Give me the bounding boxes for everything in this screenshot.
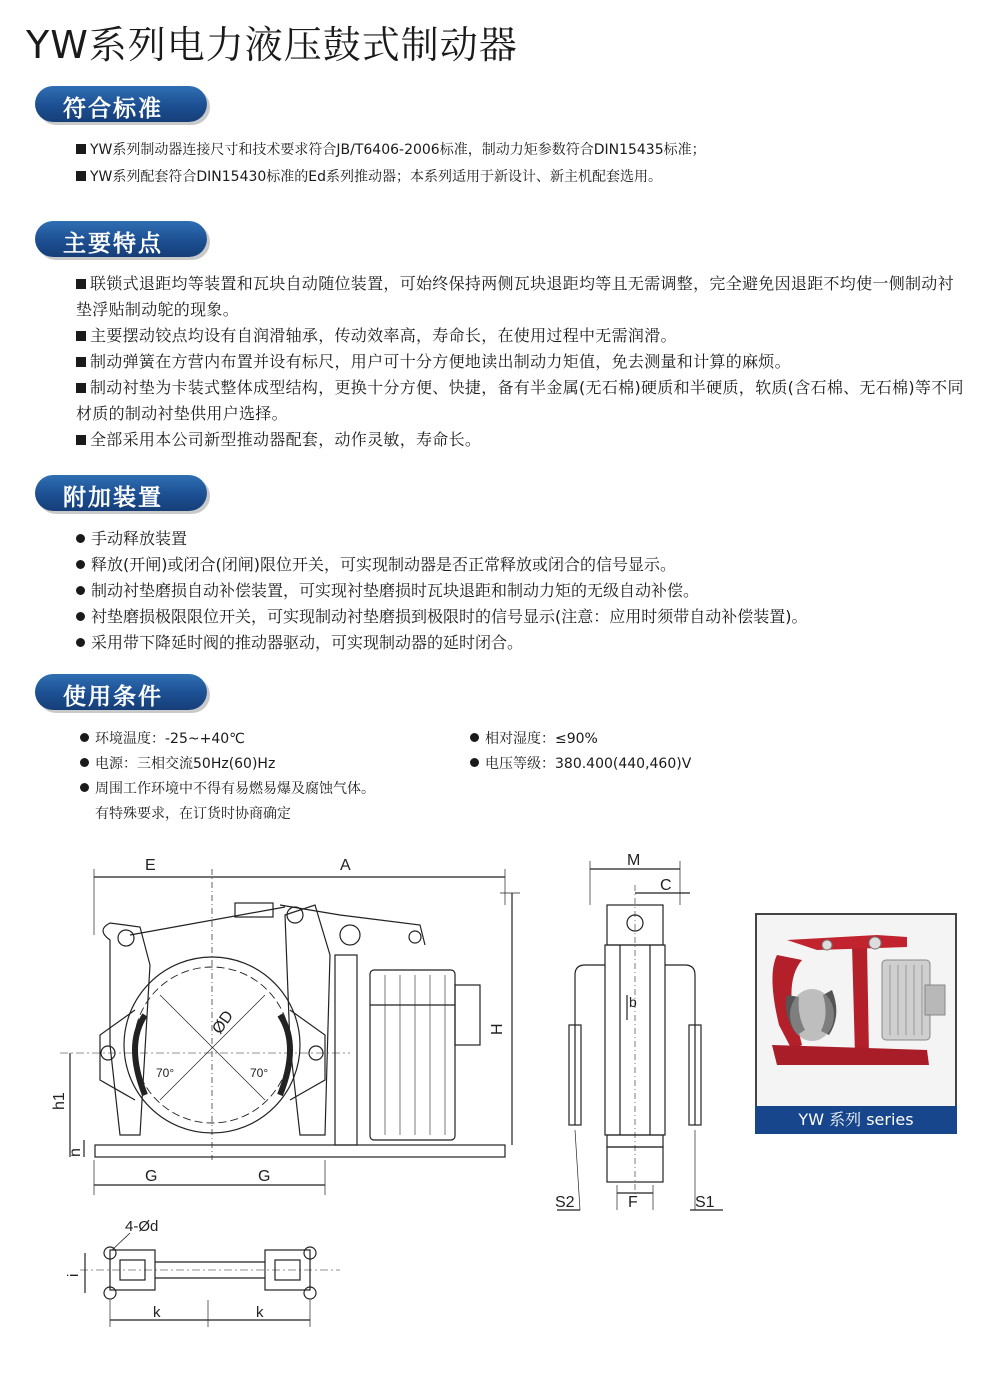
accessory-item: 制动衬垫磨损自动补偿装置，可实现衬垫磨损时瓦块退距和制动力矩的无级自动补偿。 <box>76 578 699 604</box>
round-bullet-icon <box>80 783 89 792</box>
dim-label-k-left: k <box>153 1304 161 1321</box>
round-bullet-icon <box>80 758 89 767</box>
condition-note: 有特殊要求，在订货时协商确定 <box>95 806 291 822</box>
dim-label-h1: h1 <box>51 1092 68 1110</box>
square-bullet-icon <box>76 279 86 289</box>
round-bullet-icon <box>76 586 85 595</box>
dim-label-G-left: G <box>145 1168 158 1185</box>
round-bullet-icon <box>470 733 479 742</box>
round-bullet-icon <box>76 612 85 621</box>
product-photo <box>755 913 957 1109</box>
round-bullet-icon <box>470 758 479 767</box>
square-bullet-icon <box>76 435 86 445</box>
standards-item: YW系列制动器连接尺寸和技术要求符合JB/T6406-2006标准，制动力矩参数符合DIN15435标准； <box>76 137 706 163</box>
condition-item: 环境温度：-25~+40℃ <box>80 727 245 752</box>
round-bullet-icon <box>76 638 85 647</box>
dim-label-H: H <box>489 1023 506 1035</box>
section-badge-features <box>35 221 207 257</box>
accessory-item: 手动释放装置 <box>76 526 187 552</box>
dim-label-E: E <box>145 857 156 874</box>
dim-label-diameter: ØD <box>209 1007 238 1038</box>
photo-caption: YW 系列 series <box>755 1106 957 1134</box>
feature-item: 制动弹簧在方营内布置并设有标尺，用户可十分方便地读出制动力矩值，免去测量和计算的麻烦。 <box>76 349 966 375</box>
dim-label-S2: S2 <box>555 1194 575 1211</box>
dim-label-F: F <box>628 1194 638 1211</box>
square-bullet-icon <box>76 171 86 181</box>
section-heading-accessories: 附加装置 <box>63 485 163 511</box>
base-plan-drawing <box>60 1215 350 1335</box>
section-heading-standards: 符合标准 <box>63 96 163 122</box>
dim-label-C: C <box>660 877 672 894</box>
square-bullet-icon <box>76 383 86 393</box>
section-badge-standards <box>35 86 207 122</box>
square-bullet-icon <box>76 144 86 154</box>
feature-item: 制动衬垫为卡装式整体成型结构，更换十分方便、快捷，备有半金属(无石棉)硬质和半硬质，软质(含石棉、无石棉)等不同材质的制动衬垫供用户选择。 <box>76 378 964 423</box>
angle-label-right: 70° <box>250 1066 269 1080</box>
dim-label-k-right: k <box>256 1304 264 1321</box>
dim-label-M: M <box>627 852 641 869</box>
front-view-drawing <box>40 845 540 1215</box>
side-view-drawing <box>545 845 740 1215</box>
section-badge-accessories <box>35 475 207 511</box>
feature-item: 联锁式退距均等装置和瓦块自动随位装置，可始终保持两侧瓦块退距均等且无需调整，完全避免因退距不均使一侧制动衬垫浮贴制动鸵的现象。 <box>76 274 954 319</box>
feature-item: 主要摆动铰点均设有自润滑轴承，传动效率高，寿命长，在使用过程中无需润滑。 <box>76 323 966 349</box>
section-heading-conditions: 使用条件 <box>63 684 163 710</box>
dim-label-S1: S1 <box>695 1194 715 1211</box>
angle-label-left: 70° <box>156 1066 175 1080</box>
round-bullet-icon <box>76 560 85 569</box>
dim-label-A: A <box>340 857 351 874</box>
round-bullet-icon <box>80 733 89 742</box>
condition-item: 电压等级：380.400(440,460)V <box>470 752 691 777</box>
accessory-item: 释放(开闸)或闭合(闭闸)限位开关，可实现制动器是否正常释放或闭合的信号显示。 <box>76 552 676 578</box>
condition-item: 周围工作环境中不得有易燃易爆及腐蚀气体。 <box>80 777 375 802</box>
dim-label-holes: 4-Ød <box>125 1218 159 1235</box>
accessory-item: 衬垫磨损极限限位开关，可实现制动衬垫磨损到极限时的信号显示(注意：应用时须带自动补偿装置)。 <box>76 604 808 630</box>
dim-label-n: n <box>67 1148 84 1157</box>
square-bullet-icon <box>76 357 86 367</box>
dim-label-G-right: G <box>258 1168 271 1185</box>
condition-item: 相对湿度：≤90% <box>470 727 598 752</box>
dim-label-i: i <box>65 1273 82 1277</box>
dim-label-b: b <box>629 994 637 1010</box>
condition-item: 电源：三相交流50Hz(60)Hz <box>80 752 275 777</box>
round-bullet-icon <box>76 534 85 543</box>
square-bullet-icon <box>76 331 86 341</box>
section-heading-features: 主要特点 <box>63 231 163 257</box>
accessory-item: 采用带下降延时阀的推动器驱动，可实现制动器的延时闭合。 <box>76 630 523 656</box>
page-title: YW系列电力液压鼓式制动器 <box>26 23 518 67</box>
section-badge-conditions <box>35 674 207 710</box>
standards-item: YW系列配套符合DIN15430标准的Ed系列推动器；本系列适用于新设计、新主机配套选用。 <box>76 164 662 190</box>
feature-item: 全部采用本公司新型推动器配套，动作灵敏，寿命长。 <box>76 427 966 453</box>
